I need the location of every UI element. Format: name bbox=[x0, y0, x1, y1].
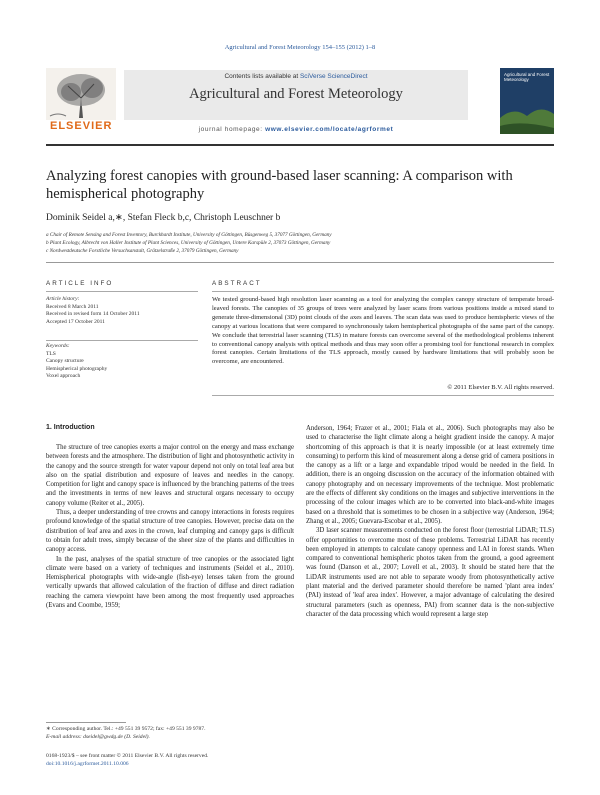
masthead bbox=[124, 70, 468, 120]
keywords-label: Keywords: bbox=[46, 343, 70, 349]
history-label: Article history: bbox=[46, 296, 80, 302]
divider bbox=[212, 291, 554, 292]
abstract-text: We tested ground-based high resolution laser scanning as a tool for analyzing the complex canopy structure of temperate broad-leaved forests. The canopies of 35 groups of trees were analyzed by laser scans from various positions inside a mixed stand to generate three-dimensional (3D) point clouds of the axes and leaves. The scan data was used to produce hemispheric views of the canopy at various locations that were compared to synchronously taken hemispherical photographs of the same part of the canopy. We conclude that terrestrial laser scanning (TLS) in mature forests can overcome several of the methodological problems inherent to conventional canopy analysis with optical methods and thus may soon offer a promising tool for functional research in complex forest canopies. Certain limitations of the TLS approach, mostly caused by hardware limitations that will probably soon be overcome, are encountered. bbox=[212, 296, 554, 366]
contents-line bbox=[124, 73, 468, 80]
tree-icon bbox=[46, 68, 116, 120]
abstract-heading: ABSTRACT bbox=[212, 280, 262, 287]
paragraph: Anderson, 1964; Frazer et al., 2001; Fiala et al., 2006). Such photographs may also be used to characterise the light climate along a height gradient inside the canopy. A major shortcoming of this approach is that it is nearly impossible (or at least extremely time consuming) to perform this kind of measurement along a dense grid of camera positions in the canopy as a lift or a large and expandable tripod would be needed in the field. In addition, there is an ongoing discussion on the accuracy of the information obtained with canopy photography and on necessary improvements of the technique. Most problematic are the effects of different sky conditions on the images and subjective interventions in the processing of the colour images which are to be converted into black-and-white images based on a threshold that is sometimes to be chosen in a subjective way (Anderson, 1964; Zhang et al., 2005; Guevara-Escobar et al., 2005). bbox=[306, 425, 554, 525]
keyword: Canopy structure bbox=[46, 358, 84, 365]
footnote-rule bbox=[46, 722, 126, 723]
paragraph: Thus, a deeper understanding of tree crowns and canopy interactions in forests requires profound knowledge of the spatial structure of tree canopies. However, precise data on the distribution of leaf area and axes in the crown, leaf clumping and canopy gaps is difficult to obtain for adult trees, simply because of the sheer size of the plants and difficulties in canopy access. bbox=[46, 509, 294, 554]
paragraph: In the past, analyses of the spatial structure of tree canopies or the associated light climate were based on a variety of techniques and instruments (Seidel et al., 2010). Hemispherical photographs with wide-angle (fish-eye) lenses taken from the ground vertically upwards that allowed calculation of the fraction of diffuse and direct radiation reaching the camera viewpoint have been among the most frequently used approaches (Evans and Coombe, 1959; bbox=[46, 555, 294, 610]
cover-landscape-icon bbox=[500, 98, 554, 134]
author-list: Dominik Seidel a,∗, Stefan Fleck b,c, Christoph Leuschner b bbox=[46, 213, 281, 223]
header-rule bbox=[46, 144, 554, 146]
divider bbox=[46, 291, 198, 292]
divider bbox=[46, 340, 198, 341]
article-history bbox=[46, 296, 198, 326]
paragraph: 3D laser scanner measurements conducted on the forest floor (terrestrial LiDAR; TLS) offer opportunities to overcome most of these problems. Terrestrial LiDAR has recently been employed in attempts to calculate canopy openness and LAI in forest stands. When compared to conventional hemispheric photos taken from the ground, a good agreement was found (Danson et al., 2007; Lovell et al., 2003). It should be stated here that the LiDAR instruments used are not able to separate woody from photosynthetically active plant material and the derived parameter should therefore be named 'plant area index' (PAI) instead of 'leaf area index'. However, a major advantage of calculating the desired structural parameters (such as openness, PAI) from scanner data is the non-subjective character of the data processing which would represent a large step bbox=[306, 527, 554, 618]
divider bbox=[212, 395, 554, 396]
affiliation: c Nordwestdeutsche Forstliche Versuchsanstalt, Grätzelstraße 2, 37079 Göttingen, Germany bbox=[46, 248, 239, 254]
paragraph: The structure of tree canopies exerts a major control on the energy and mass exchange between forests and the atmosphere. The distribution of light and photosynthetic activity in the canopy and the source strength for water vapour depend not only on total leaf area but also on the spatial distribution and exposure of leaves and needles in the canopy. Competition for light and canopy space is influenced by the branching patterns of the trees and the investments in terms of new leaves and structural organs necessary to occupy canopy volume (Reiter et al., 2005). bbox=[46, 444, 294, 507]
affiliation: b Plant Ecology, Albrecht von Haller Institute of Plant Sciences, University of Göttingen, Untere Karspüle 2, 37073 Göttingen, Germany bbox=[46, 240, 331, 246]
cover-title: Agricultural and Forest Meteorology bbox=[504, 72, 550, 83]
article-info-heading: ARTICLE INFO bbox=[46, 280, 114, 287]
homepage-prefix: journal homepage: bbox=[198, 126, 266, 133]
journal-title: Agricultural and Forest Meteorology bbox=[189, 86, 403, 102]
journal-header bbox=[46, 68, 554, 138]
body-column-left bbox=[46, 443, 294, 610]
affiliations bbox=[46, 231, 554, 255]
journal-homepage bbox=[124, 126, 468, 133]
divider bbox=[46, 262, 554, 263]
elsevier-tree-logo bbox=[46, 68, 116, 134]
keyword: TLS bbox=[46, 350, 56, 357]
section-heading: 1. Introduction bbox=[46, 424, 95, 431]
corresponding-author: ∗ Corresponding author. Tel.: +49 551 39 9572; fax: +49 551 39 9787. bbox=[46, 726, 206, 732]
footnote bbox=[46, 725, 294, 741]
issn-line: 0168-1923/$ – see front matter © 2011 Elsevier B.V. All rights reserved. bbox=[46, 753, 209, 759]
doi-link[interactable]: doi:10.1016/j.agrformet.2011.10.006 bbox=[46, 761, 129, 767]
email-address[interactable]: E-mail address: dseidel@gwdg.de (D. Seidel). bbox=[46, 734, 150, 740]
keyword: Hemispherical photography bbox=[46, 365, 108, 372]
journal-cover-thumbnail bbox=[500, 68, 554, 134]
journal-reference[interactable]: Agricultural and Forest Meteorology 154–155 (2012) 1–8 bbox=[224, 44, 376, 51]
affiliation: a Chair of Remote Sensing and Forest Inventory, Burckhardt Institute, University of Göttingen, Büsgenweg 5, 37077 Göttingen, Germany bbox=[46, 232, 332, 238]
sciencedirect-link[interactable]: SciVerse ScienceDirect bbox=[299, 73, 368, 80]
copyright-notice: © 2011 Elsevier B.V. All rights reserved. bbox=[447, 384, 554, 391]
issn-block bbox=[46, 752, 294, 768]
publisher-wordmark: ELSEVIER bbox=[50, 120, 113, 132]
keyword: Voxel approach bbox=[46, 373, 81, 380]
keywords bbox=[46, 343, 198, 381]
history-item: Received in revised form 14 October 2011 bbox=[46, 311, 140, 318]
body-column-right bbox=[306, 424, 554, 619]
history-item: Received 8 March 2011 bbox=[46, 303, 99, 310]
article-title: Analyzing forest canopies with ground-based laser scanning: A comparison with hemispherical photography bbox=[46, 168, 513, 202]
contents-prefix: Contents lists available at bbox=[224, 73, 300, 80]
homepage-link[interactable]: www.elsevier.com/locate/agrformet bbox=[265, 126, 394, 133]
history-item: Accepted 17 October 2011 bbox=[46, 318, 105, 325]
